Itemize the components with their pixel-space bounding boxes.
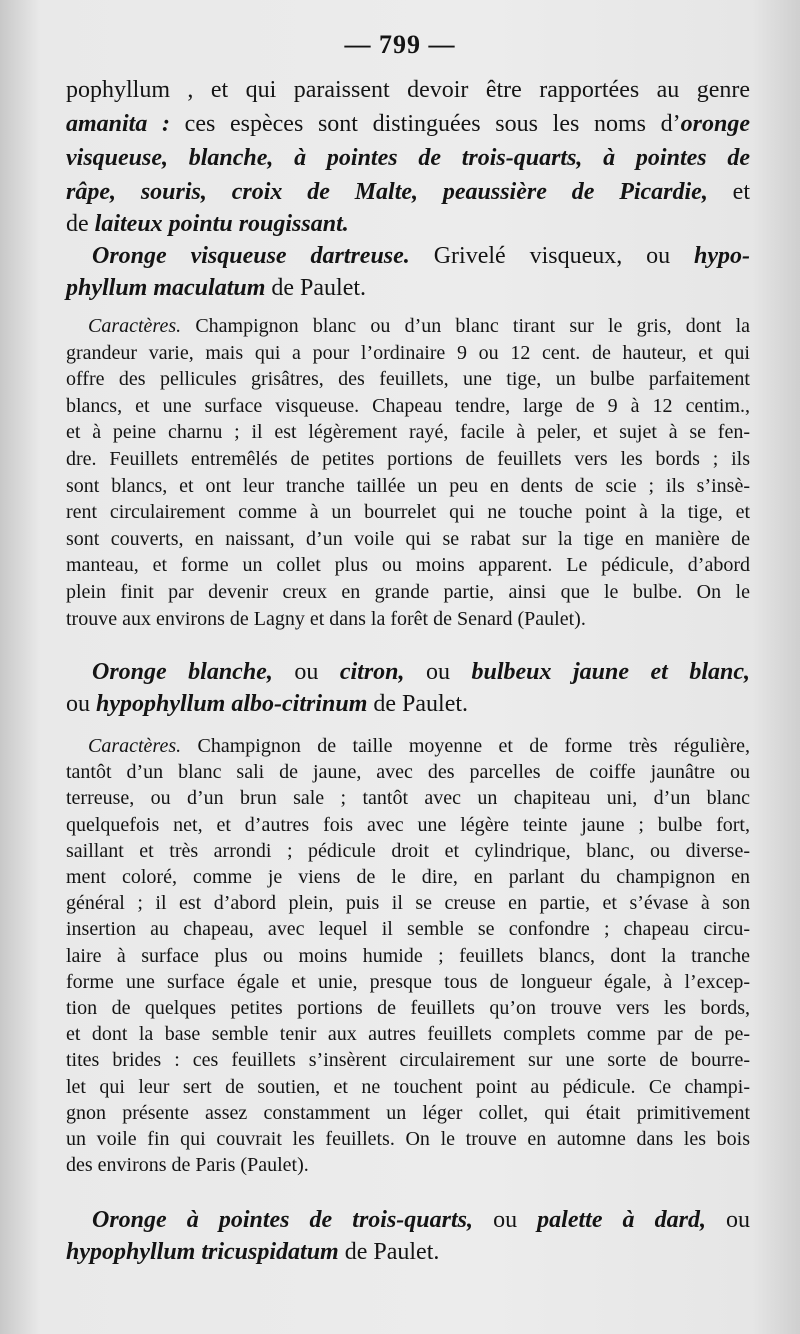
heading-text: ou [705, 1207, 751, 1233]
line-text: Champignon blanc ou d’un blanc tirant sur le gris, dont la [181, 315, 750, 337]
line-text: ment coloré, comme je viens de le dire, en parlant du champignon en [66, 866, 750, 888]
line-text: quelquefois net, et d’autres fois avec une légère teinte jaune ; bulbe fort, [66, 813, 750, 836]
species-name: bulbeux jaune et blanc, [471, 659, 750, 685]
paragraph-line [66, 1046, 750, 1074]
heading-text: ou [66, 691, 96, 717]
paragraph-lead: Caractères. [88, 315, 182, 337]
paragraph-lead: Caractères. [88, 735, 182, 757]
paragraph-line [66, 942, 750, 970]
species-heading-2 [66, 656, 750, 688]
paragraph-line [66, 1020, 750, 1048]
species-heading-2-cont [66, 688, 750, 720]
species-heading-1 [66, 240, 750, 272]
paragraph-line [66, 784, 750, 812]
paragraph-line [66, 1073, 750, 1101]
species-heading-3 [66, 1204, 750, 1236]
heading-text: de Paulet. [265, 275, 367, 301]
paragraph-line [66, 578, 750, 606]
paragraph-line [66, 498, 750, 526]
line-text: manteau, et forme un collet plus ou moins apparent. Le pédicule, d’abord [66, 554, 750, 577]
heading-latin: hypophyllum tricuspidatum [66, 1239, 339, 1265]
line-text: grandeur varie, mais qui a pour l’ordinaire 9 ou 12 cent. de hauteur, et qui [66, 341, 750, 364]
line-text: saillant et très arrondi ; pédicule droit et cylindrique, blanc, ou diverse- [66, 839, 750, 862]
species-name: citron, [339, 659, 405, 685]
heading-text: de Paulet. [338, 1239, 440, 1265]
paragraph-line [66, 758, 750, 786]
paragraph-line [66, 418, 750, 446]
line-text: dre. Feuillets entremêlés de petites portions de feuillets vers les bords ; ils [66, 448, 750, 470]
line-text: sont couverts, en naissant, d’un voile qui se rabat sur la tige en manière de [66, 527, 750, 550]
paragraph-line [66, 863, 750, 891]
line-text: un voile fin qui couvrait les feuillets. On le trouve en automne dans les bois [66, 1128, 750, 1150]
heading-text: ou [272, 659, 340, 685]
heading-latin: hypophyllum albo-citrinum [96, 691, 368, 717]
line-text: tites brides : ces feuillets s’insèrent circulairement sur une sorte de bourre- [66, 1049, 750, 1072]
heading-text: ou [473, 1207, 538, 1233]
intro-line-4: râpe, souris, croix de Malte, peaussière de Picardie, et [66, 179, 751, 205]
line-text: let qui leur sert de soutien, et ne touchent point au pédicule. Ce champi- [66, 1075, 750, 1098]
species-heading-1-cont [66, 272, 750, 304]
paragraph-line [66, 525, 750, 553]
line-text: tantôt d’un blanc sali de jaune, avec des parcelles de coiffe jaunâtre ou [66, 761, 750, 784]
species-name: Oronge à pointes de trois-quarts, [92, 1207, 473, 1233]
heading-text: Grivelé visqueux, ou [409, 243, 695, 269]
line-text: terreuse, ou d’un brun sale ; tantôt avec un chapiteau uni, d’un blanc [66, 787, 750, 810]
intro-line-5: de laiteux pointu rougissant. [66, 211, 349, 237]
line-text: offre des pellicules grisâtres, des feuillets, une tige, un bulbe parfaitement [66, 368, 750, 391]
paragraph-line [66, 605, 750, 633]
heading-latin: hypo- [694, 243, 751, 269]
intro-line-1: pophyllum , et qui paraissent devoir être rapportées au genre [66, 77, 750, 103]
line-text: tion de quelques petites portions de feuillets qu’on trouve vers les bords, [66, 997, 750, 1019]
paragraph-line [66, 472, 750, 500]
paragraph-line [66, 1125, 750, 1153]
paragraph-line [66, 445, 750, 473]
line-text: trouve aux environs de Lagny et dans la forêt de Senard (Paulet). [66, 607, 586, 630]
line-text: et dont la base semble tenir aux autres feuillets complets comme par de pe- [66, 1023, 750, 1046]
line-text: rent circulairement comme à un bourrelet qui ne touche point à la tige, et [66, 501, 750, 524]
species-name: palette à dard, [537, 1207, 706, 1233]
paragraph-line [66, 312, 750, 340]
paragraph-line [66, 837, 750, 865]
paragraph-line [66, 339, 750, 367]
line-text: et à peine charnu ; il est légèrement rayé, facile à peler, et sujet à se fen- [66, 421, 750, 444]
line-text: Champignon de taille moyenne et de forme très régulière, [181, 735, 750, 757]
page-number: — 799 — [344, 30, 456, 59]
line-text: des environs de Paris (Paulet). [66, 1154, 309, 1177]
line-text: gnon présente assez constamment un léger collet, qui était primitivement [66, 1101, 750, 1124]
paragraph-line [66, 732, 750, 760]
paragraph-line [66, 994, 750, 1022]
heading-latin: phyllum maculatum [66, 275, 266, 301]
species-heading-3-cont [66, 1236, 750, 1268]
line-text: laire à surface plus ou moins humide ; feuillets blancs, dont la tranche [66, 944, 750, 967]
species-name: Oronge blanche, [92, 659, 273, 685]
paragraph-line [66, 915, 750, 943]
heading-text: de Paulet. [367, 691, 469, 717]
paragraph-line [66, 889, 750, 917]
line-text: général ; il est d’abord plein, puis il se creuse en partie, et s’évase à son [66, 892, 750, 915]
species-name: Oronge visqueuse dartreuse. [92, 243, 410, 269]
paragraph-line [66, 1151, 750, 1179]
line-text: blancs, et une surface visqueuse. Chapeau tendre, large de 9 à 12 centim., [66, 394, 750, 417]
heading-text: ou [404, 659, 472, 685]
intro-line-2: amanita : ces espèces sont distinguées sous les noms d’oronge [66, 111, 750, 137]
line-text: forme une surface égale et unie, presque tous de longueur égale, à l’excep- [66, 970, 750, 993]
intro-line-3: visqueuse, blanche, à pointes de trois-quarts, à pointes de [66, 145, 750, 171]
line-text: plein finit par devenir creux en grande partie, ainsi que le bulbe. On le [66, 581, 750, 603]
line-text: sont blancs, et ont leur tranche taillée un peu en dents de scie ; ils s’insè- [66, 474, 750, 497]
paragraph-line [66, 551, 750, 579]
paragraph-line [66, 811, 750, 839]
paragraph-line [66, 968, 750, 996]
paragraph-line [66, 365, 750, 393]
line-text: insertion au chapeau, avec lequel il semble se confondre ; chapeau circu- [66, 918, 750, 941]
paragraph-line [66, 1099, 750, 1127]
paragraph-line [66, 392, 750, 420]
